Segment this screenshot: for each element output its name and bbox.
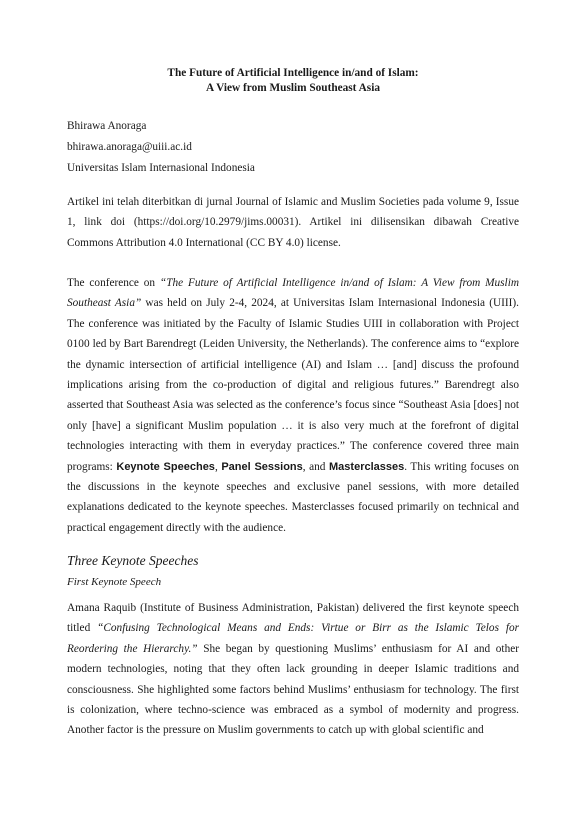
publication-note: Artikel ini telah diterbitkan di jurnal Journal of Islamic and Muslim Societies pada volume 9, Issue 1, link doi (https://doi.org/10.2979/jims.00031). Artikel ini dilisensikan dibawah Creative Commons Attribution 4.0 International (CC BY 4.0) license.	[67, 196, 519, 249]
intro-text-1: The conference on	[67, 277, 160, 289]
program-masterclass: Masterclasses	[329, 460, 405, 473]
program-panel: Panel Sessions	[221, 460, 303, 473]
intro-sep-2: , and	[302, 460, 330, 473]
document-title	[67, 66, 519, 95]
keynote-text-1: Amana Raquib (Institute of Business Administration, Pakistan) delivered the first keynote speech titled	[67, 602, 519, 635]
intro-sep-1: ,	[214, 460, 222, 473]
author-name: Bhirawa Anoraga	[67, 120, 147, 132]
section-heading: Three Keynote Speeches	[67, 553, 199, 568]
keynote-paragraph	[67, 598, 519, 741]
keynote-text-2: She began by questioning Muslims’ enthusiasm for AI and other modern technologies, noting that they often lack grounding in deeper Islamic traditions and consciousness. She highlighted some factors behind Muslims’ enthusiasm for technology. The first is colonization, where techno-science was embraced as a symbol of modernity and progress. Another factor is the pressure on Muslim governments to catch up with global scientific and	[67, 642, 519, 737]
subsection-heading: First Keynote Speech	[67, 576, 162, 588]
author-email: bhirawa.anoraga@uiii.ac.id	[67, 141, 192, 153]
title-line-2: A View from Muslim Southeast Asia	[206, 81, 380, 94]
intro-text-3: . This writing focuses on the discussions in the keynote speeches and exclusive panel sessions, with more detailed explanations dedicated to the keynote speeches. Masterclasses focused primarily on technical and practical engagement directly with the audience.	[67, 460, 519, 534]
author-affiliation: Universitas Islam Internasional Indonesia	[67, 162, 255, 174]
intro-text-2: was held on July 2-4, 2024, at Universitas Islam Internasional Indonesia (UIII). The conference was initiated by the Faculty of Islamic Studies UIII in collaboration with Project 0100 led by Bart Barendregt (Leiden University, the Netherlands). The conference aims to “explore the dynamic intersection of artificial intelligence (AI) and Islam … [and] discuss the profound implications arising from the co-production of digital and religious futures.” Barendregt also asserted that Southeast Asia was selected as the conference’s focus since “Southeast Asia [does] not only [have] a significant Muslim population … it is also very much at the forefront of digital technologies interacting with them in everyday practices.” The conference covered three main programs:	[67, 297, 520, 473]
author-block	[67, 116, 519, 179]
program-keynote: Keynote Speeches	[116, 460, 215, 473]
intro-paragraph	[67, 273, 519, 538]
speech-title: “Confusing Technological Means and Ends: Virtue or Birr as the Islamic Telos for Reordering the Hierarchy.”	[67, 622, 520, 655]
title-line-1: The Future of Artificial Intelligence in/and of Islam:	[167, 67, 419, 79]
conference-title: “The Future of Artificial Intelligence in/and of Islam: A View from Muslim Southeast Asia”	[67, 277, 519, 310]
